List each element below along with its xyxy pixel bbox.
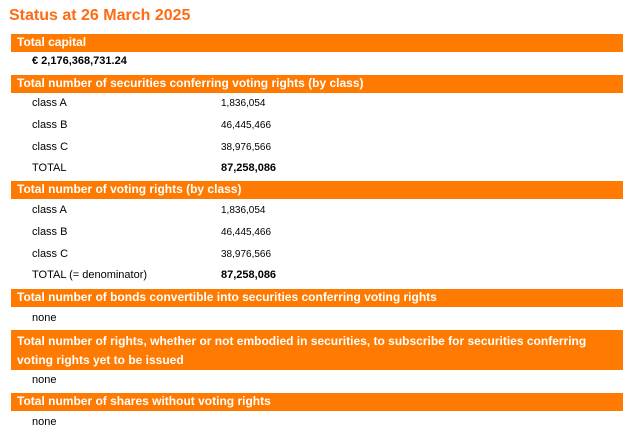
voting-row-value: 38,976,566: [221, 249, 272, 260]
voting-row-value: 46,445,466: [221, 227, 272, 238]
voting-row-label: class C: [32, 248, 69, 260]
non-voting-shares-value: none: [32, 416, 57, 428]
subscription-rights-value: none: [32, 374, 57, 386]
section-header-non-voting-shares: Total number of shares without voting rights: [11, 393, 623, 411]
voting-row-label: class B: [32, 226, 68, 238]
securities-total-label: TOTAL: [32, 162, 67, 174]
bonds-value: none: [32, 312, 57, 324]
securities-row-value: 1,836,054: [221, 98, 266, 109]
section-header-securities: Total number of securities conferring voting rights (by class): [11, 75, 623, 93]
securities-row-value: 38,976,566: [221, 142, 272, 153]
section-header-voting-rights: Total number of voting rights (by class): [11, 181, 623, 199]
voting-total-label: TOTAL (= denominator): [32, 269, 148, 281]
voting-row-value: 1,836,054: [221, 205, 266, 216]
securities-row-value: 46,445,466: [221, 120, 272, 131]
securities-row-label: class A: [32, 97, 67, 109]
voting-row-label: class A: [32, 204, 67, 216]
securities-row-label: class B: [32, 119, 68, 131]
section-header-bonds: Total number of bonds convertible into securities conferring voting rights: [11, 289, 623, 307]
voting-total-value: 87,258,086: [221, 269, 277, 281]
section-header-subscription-rights: Total number of rights, whether or not embodied in securities, to subscribe for securities conferring voting rights yet to be issued: [11, 330, 623, 370]
securities-total-value: 87,258,086: [221, 162, 277, 174]
page-title: Status at 26 March 2025: [9, 7, 191, 24]
total-capital-value: € 2,176,368,731.24: [32, 55, 127, 67]
securities-row-label: class C: [32, 141, 69, 153]
section-header-total-capital: Total capital: [11, 34, 623, 52]
